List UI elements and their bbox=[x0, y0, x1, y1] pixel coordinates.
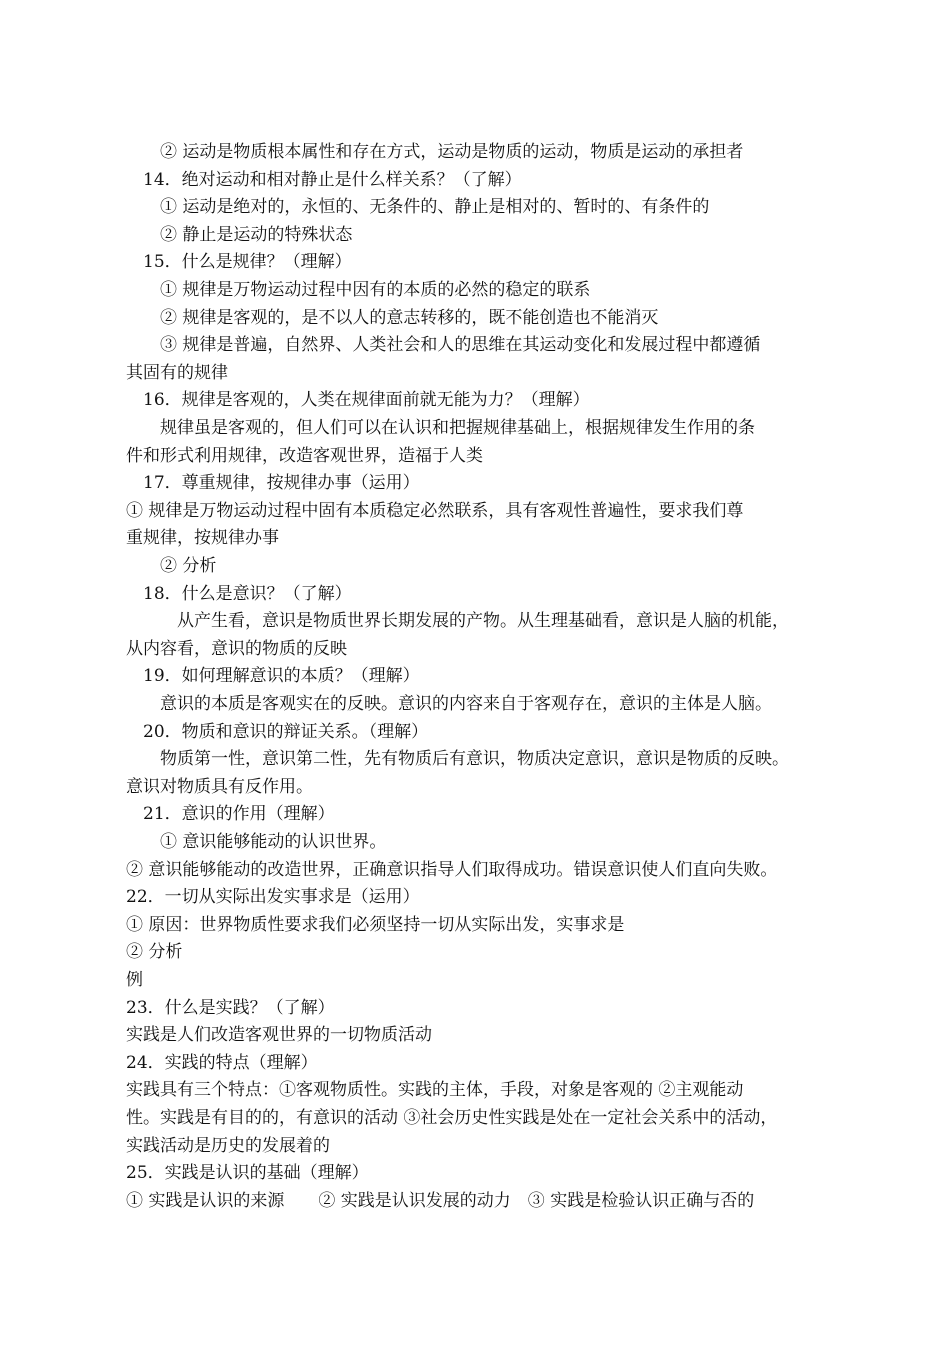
text-line: 意识对物质具有反作用。 bbox=[126, 777, 313, 797]
question-heading: 17．尊重规律，按规律办事（运用） bbox=[126, 473, 420, 493]
text-line: 实践是人们改造客观世界的一切物质活动 bbox=[126, 1025, 432, 1045]
text-line: ① 规律是万物运动过程中因有的本质的必然的稳定的联系 bbox=[126, 280, 591, 300]
question-heading: 15．什么是规律？（理解） bbox=[126, 252, 352, 272]
text-line: 物质第一性，意识第二性，先有物质后有意识，物质决定意识，意识是物质的反映。 bbox=[126, 749, 789, 769]
question-heading: 25．实践是认识的基础（理解） bbox=[126, 1163, 369, 1183]
text-line: 重规律，按规律办事 bbox=[126, 528, 279, 548]
question-heading: 19．如何理解意识的本质？（理解） bbox=[126, 666, 420, 686]
question-heading: 16．规律是客观的，人类在规律面前就无能为力？（理解） bbox=[126, 390, 590, 410]
text-line: ① 原因：世界物质性要求我们必须坚持一切从实际出发，实事求是 bbox=[126, 915, 625, 935]
question-heading: 20．物质和意识的辩证关系。（理解） bbox=[126, 722, 429, 742]
text-line: 意识的本质是客观实在的反映。意识的内容来自于客观存在，意识的主体是人脑。 bbox=[126, 694, 772, 714]
text-line: ① 意识能够能动的认识世界。 bbox=[126, 832, 387, 852]
text-line: ③ 规律是普遍，自然界、人类社会和人的思维在其运动变化和发展过程中都遵循 bbox=[126, 335, 761, 355]
text-line: ② 分析 bbox=[126, 556, 217, 576]
text-line: ② 规律是客观的，是不以人的意志转移的，既不能创造也不能消灭 bbox=[126, 308, 659, 328]
text-line: 其固有的规律 bbox=[126, 363, 228, 383]
text-line: 从产生看，意识是物质世界长期发展的产物。从生理基础看，意识是人脑的机能， bbox=[126, 611, 789, 631]
text-line: 实践活动是历史的发展着的 bbox=[126, 1136, 330, 1156]
question-heading: 21．意识的作用（理解） bbox=[126, 804, 335, 824]
text-line: ① 运动是绝对的，永恒的、无条件的、静止是相对的、暂时的、有条件的 bbox=[126, 197, 710, 217]
text-line: ② 静止是运动的特殊状态 bbox=[126, 225, 353, 245]
question-heading: 24．实践的特点（理解） bbox=[126, 1053, 318, 1073]
text-line: ② 意识能够能动的改造世界，正确意识指导人们取得成功。错误意识使人们直向失败。 bbox=[126, 860, 778, 880]
text-line: ② 分析 bbox=[126, 942, 183, 962]
text-line: 件和形式利用规律，改造客观世界，造福于人类 bbox=[126, 446, 483, 466]
text-line: 从内容看，意识的物质的反映 bbox=[126, 639, 347, 659]
text-line: 规律虽是客观的，但人们可以在认识和把握规律基础上，根据规律发生作用的条 bbox=[126, 418, 755, 438]
question-heading: 14．绝对运动和相对静止是什么样关系？（了解） bbox=[126, 170, 522, 190]
text-line: ① 规律是万物运动过程中固有本质稳定必然联系，具有客观性普遍性，要求我们尊 bbox=[126, 501, 744, 521]
text-line: 性。实践是有目的的，有意识的活动 ③社会历史性实践是处在一定社会关系中的活动， bbox=[126, 1108, 778, 1128]
text-line: ① 实践是认识的来源 ② 实践是认识发展的动力 ③ 实践是检验认识正确与否的 bbox=[126, 1191, 755, 1211]
question-heading: 23．什么是实践？（了解） bbox=[126, 998, 335, 1018]
text-line: 实践具有三个特点：①客观物质性。实践的主体，手段，对象是客观的 ②主观能动 bbox=[126, 1080, 744, 1100]
text-line: ② 运动是物质根本属性和存在方式，运动是物质的运动，物质是运动的承担者 bbox=[126, 142, 744, 162]
question-heading: 18．什么是意识？（了解） bbox=[126, 584, 352, 604]
text-line: 例 bbox=[126, 970, 143, 990]
question-heading: 22．一切从实际出发实事求是（运用） bbox=[126, 887, 420, 907]
